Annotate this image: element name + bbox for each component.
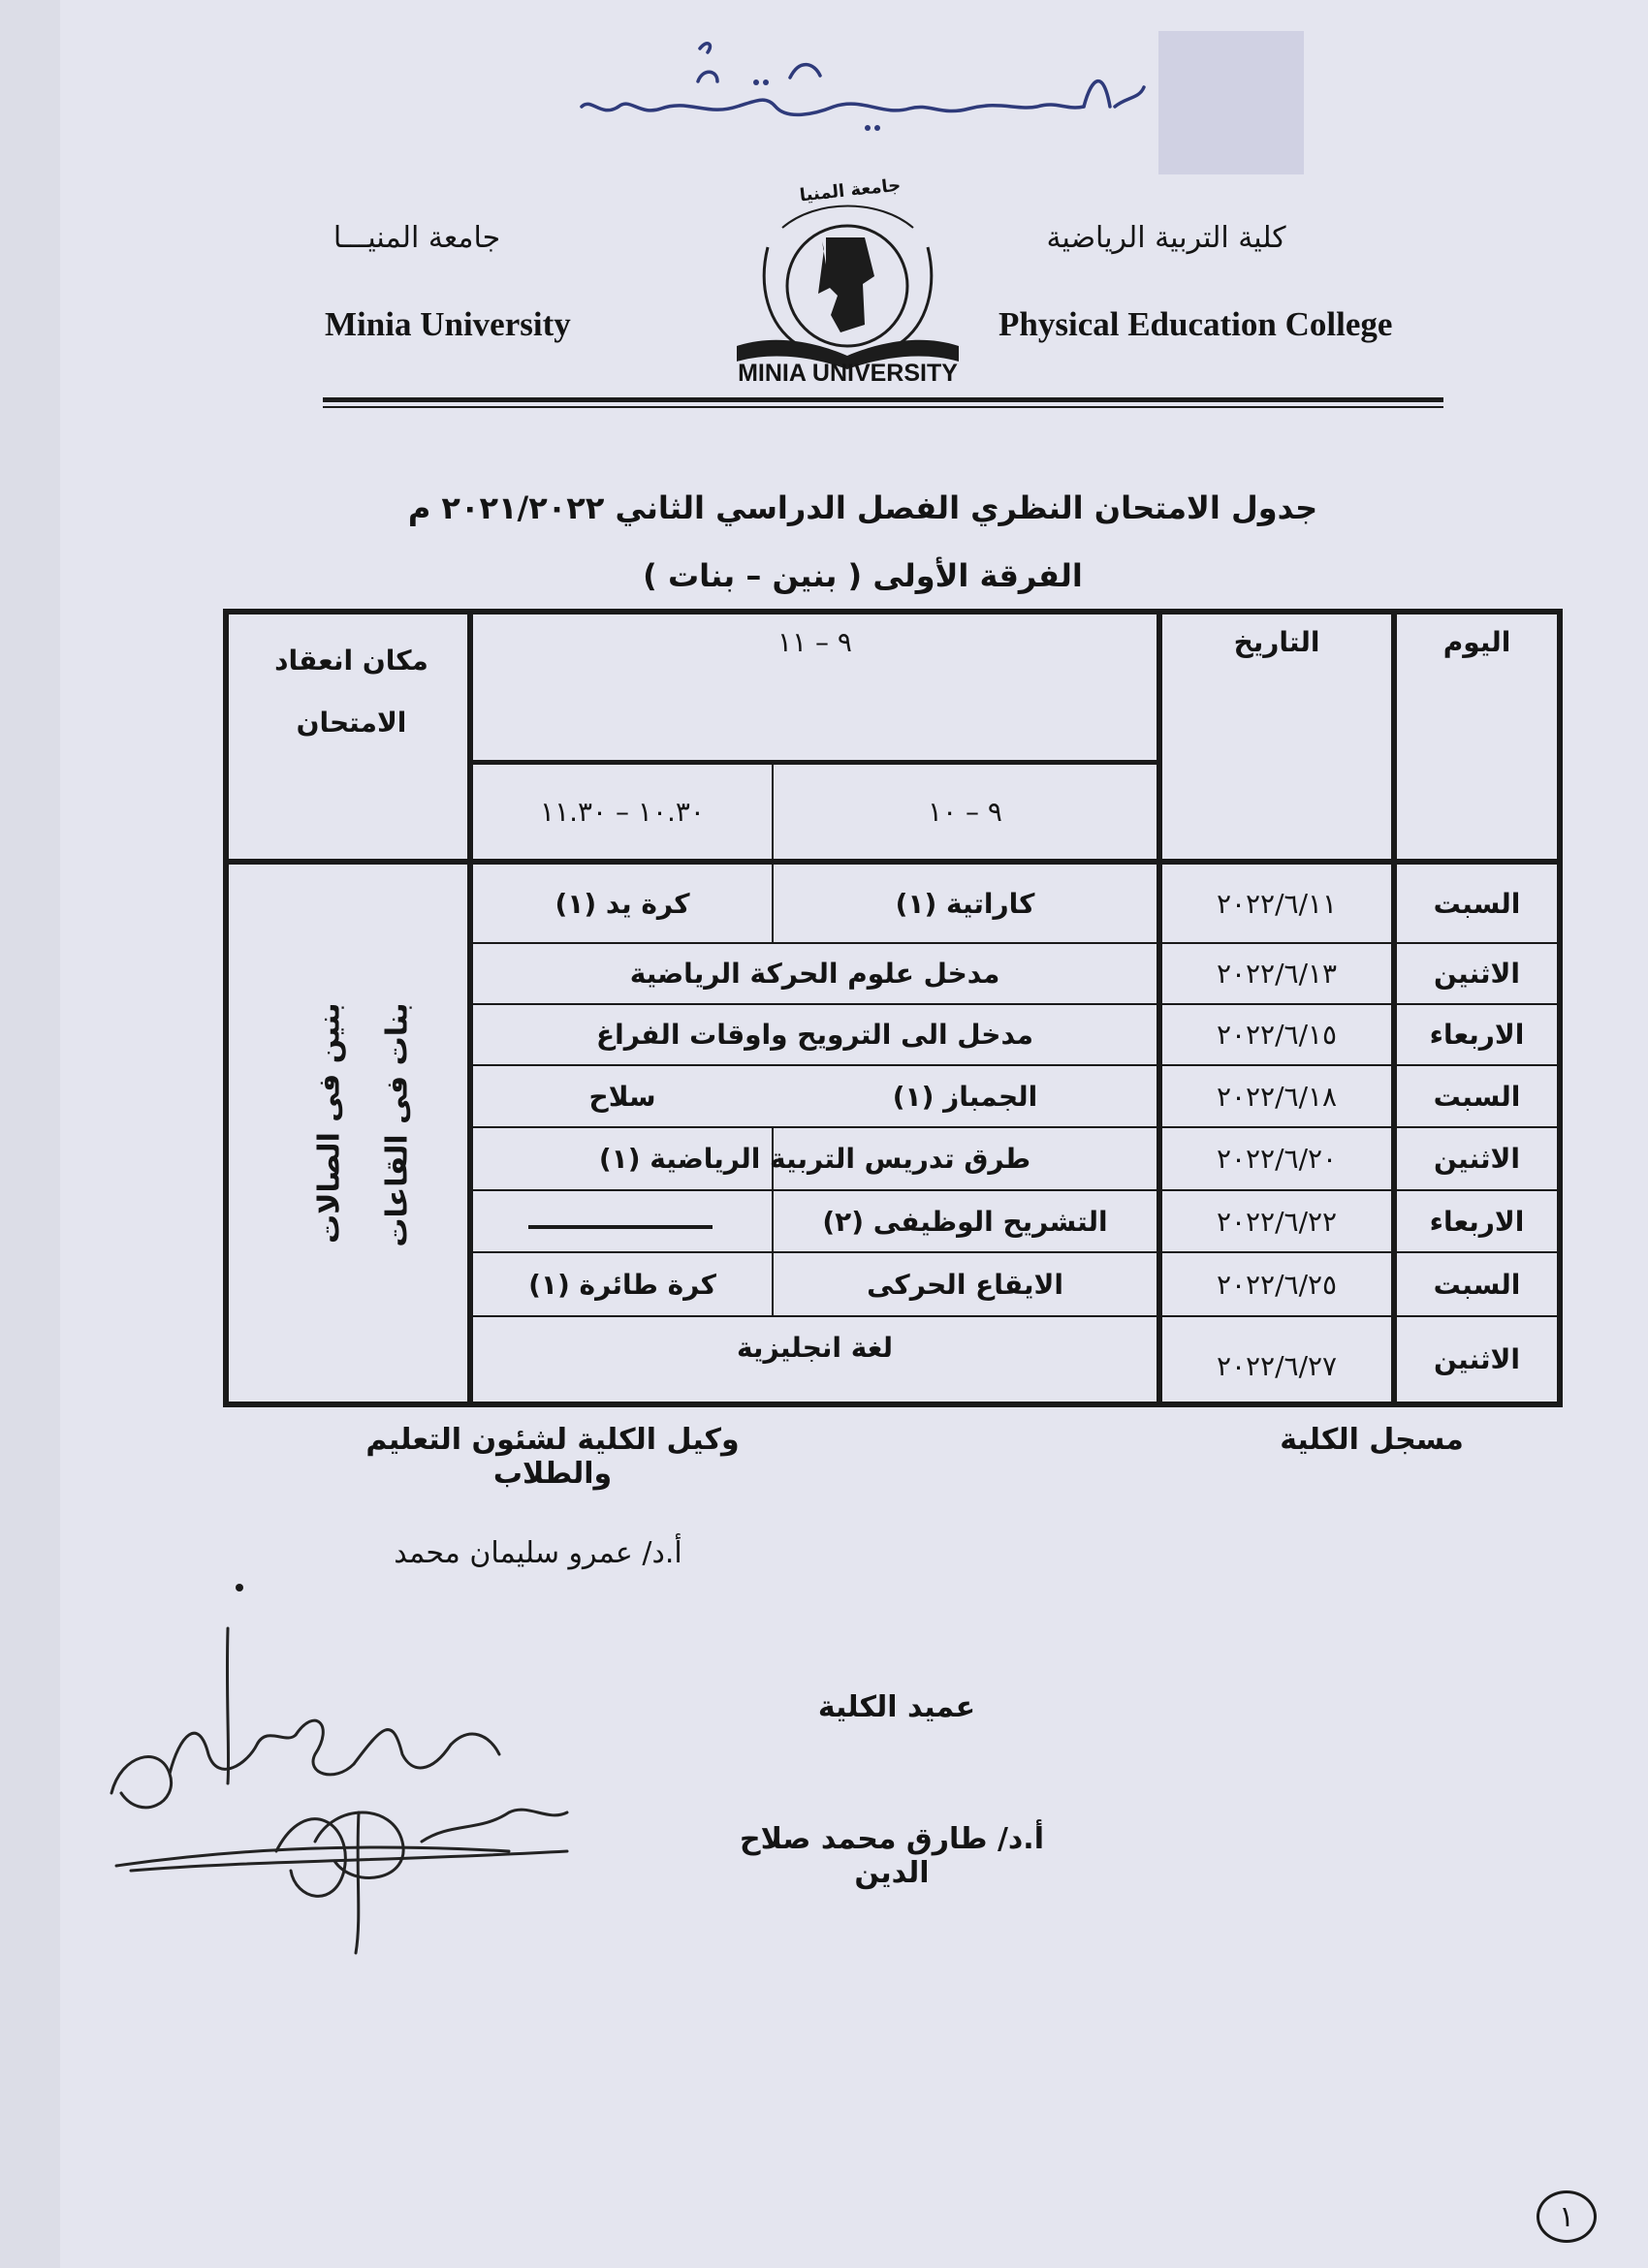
row-6-day: الاربعاء [1429, 1205, 1525, 1238]
page-number [1537, 2190, 1597, 2243]
signature-dot [236, 1584, 243, 1591]
row-3-date: ٢٠٢٢/٦/١٥ [1216, 1019, 1338, 1051]
college-name-en: Physical Education College [998, 305, 1393, 343]
row-1-date: ٢٠٢٢/٦/١١ [1216, 887, 1338, 920]
row-2-date: ٢٠٢٢/٦/١٣ [1216, 958, 1338, 990]
university-name-ar: جامعة المنيـــا [333, 221, 501, 255]
page-subtitle: الفرقة الأولى ( بنين – بنات ) [643, 557, 1083, 594]
row-8-subject: لغة انجليزية [736, 1331, 894, 1364]
row-3-subject: مدخل الى الترويح واوقات الفراغ [596, 1019, 1033, 1051]
row-7-date: ٢٠٢٢/٦/٢٥ [1216, 1268, 1338, 1301]
header-rule-thick [323, 397, 1443, 402]
university-name-en: Minia University [325, 305, 571, 343]
row-6-date: ٢٠٢٢/٦/٢٢ [1216, 1205, 1338, 1238]
handwritten-signature-note [102, 1619, 645, 1968]
row-8-day: الاثنين [1433, 1343, 1521, 1375]
row-6-subject-first: التشريح الوظيفى (٢) [822, 1205, 1108, 1238]
university-logo [729, 179, 967, 388]
row-4-date: ٢٠٢٢/٦/١٨ [1216, 1080, 1338, 1113]
logo-bottom-text: MINIA UNIVERSITY [738, 360, 958, 387]
row-4-subject-first: الجمباز (١) [892, 1080, 1038, 1113]
header-rule-thin [323, 406, 1443, 408]
logo-top-text: جامعة المنيا [798, 174, 903, 206]
row-4-day: السبت [1433, 1080, 1521, 1113]
row-7-subject-second: كرة طائرة (١) [528, 1268, 716, 1301]
row-5-date: ٢٠٢٢/٦/٢٠ [1216, 1143, 1338, 1175]
venue-boys: بنين فى الصالات [312, 1002, 347, 1244]
row-2-subject: مدخل علوم الحركة الرياضية [629, 958, 1000, 990]
handwritten-copy-note [572, 39, 1154, 136]
row-7-subject-first: الايقاع الحركى [867, 1268, 1063, 1301]
row-1-day: السبت [1433, 887, 1521, 920]
row-5-day: الاثنين [1433, 1143, 1521, 1175]
row-6-empty-dash [528, 1225, 713, 1229]
registrar-label: مسجل الكلية [1280, 1423, 1464, 1457]
header-time-main: ٩ – ١١ [777, 626, 852, 658]
row-8-date: ٢٠٢٢/٦/٢٧ [1216, 1349, 1338, 1382]
page-number-text: ١ [1558, 2199, 1575, 2234]
redaction-box [1158, 31, 1304, 174]
vice-dean-name: أ.د/ عمرو سليمان محمد [394, 1536, 682, 1570]
venue-girls: بنات فى القاعات [380, 1002, 415, 1247]
page-title: جدول الامتحان النظري الفصل الدراسي الثاني ٢٠٢١/٢٠٢٢ م [407, 489, 1318, 526]
row-1-subject-first: كاراتية (١) [895, 887, 1035, 920]
row-4-subject-second: سلاح [588, 1080, 656, 1113]
header-date: التاريخ [1233, 626, 1320, 658]
row-7-day: السبت [1433, 1268, 1521, 1301]
dean-name: أ.د/ طارق محمد صلاح الدين [739, 1822, 1044, 1890]
row-1-subject-second: كرة يد (١) [555, 887, 690, 920]
header-time-first: ٩ – ١٠ [928, 796, 1002, 828]
college-name-ar: كلية التربية الرياضية [1046, 221, 1286, 255]
header-time-second: ١٠.٣٠ – ١١.٣٠ [540, 796, 705, 828]
row-2-day: الاثنين [1433, 958, 1521, 990]
header-day: اليوم [1442, 626, 1511, 658]
dean-label: عميد الكلية [817, 1690, 976, 1724]
row-3-day: الاربعاء [1429, 1019, 1525, 1051]
row-5-subject: طرق تدريس التربية الرياضية (١) [598, 1143, 1031, 1175]
header-venue: مكان انعقاد الامتحان [274, 645, 428, 739]
vice-dean-label: وكيل الكلية لشئون التعليم والطلاب [365, 1423, 740, 1491]
